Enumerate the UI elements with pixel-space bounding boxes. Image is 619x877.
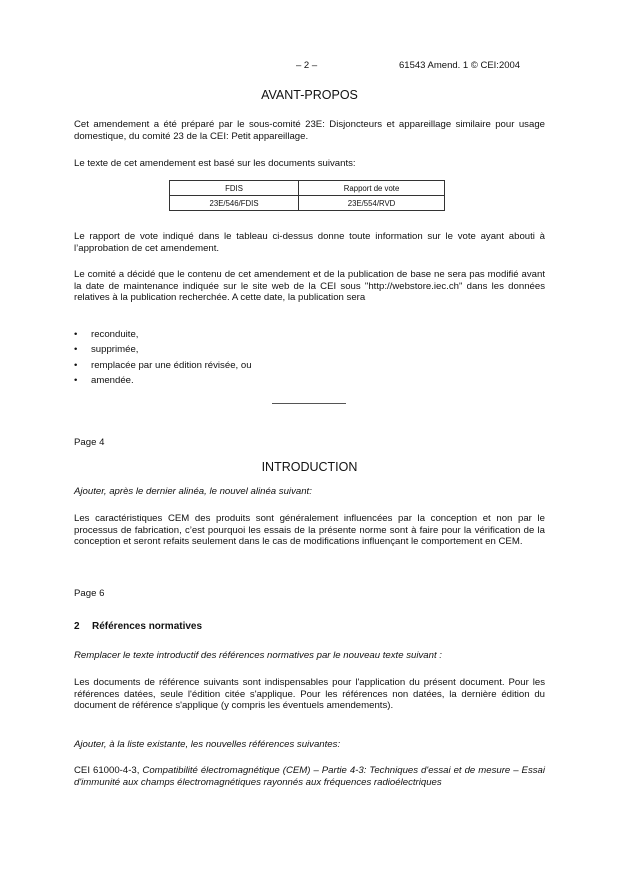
table-row [170, 196, 445, 211]
introduction-instruction: Ajouter, après le dernier alinéa, le nouvel alinéa suivant: [74, 486, 312, 497]
voting-documents-table [169, 180, 445, 211]
bullet-icon: • [74, 374, 78, 386]
page-reference-6: Page 6 [74, 588, 105, 599]
list-item [74, 373, 252, 388]
list-item [74, 327, 252, 342]
table-header-row [170, 181, 445, 196]
avant-propos-paragraph-1: Cet amendement a été préparé par le sous-comité 23E: Disjoncteurs et appareillage similaire pour usage domestique, du comité 23 de la CEI: Petit appareillage. [74, 119, 545, 142]
normative-refs-instruction-1: Remplacer le texte introductif des références normatives par le nouveau texte suivant : [74, 650, 442, 661]
header-document-reference: 61543 Amend. 1 © CEI:2004 [399, 60, 521, 71]
list-item [74, 342, 252, 357]
bullet-icon: • [74, 344, 78, 356]
table-cell-fdis: 23E/546/FDIS [170, 196, 299, 211]
reference-code: CEI 61000-4-3, [74, 765, 140, 776]
table-cell-rvd: 23E/554/RVD [299, 196, 445, 211]
list-item [74, 358, 252, 373]
table-header-rapport: Rapport de vote [299, 181, 445, 196]
list-item-text: reconduite, [91, 329, 139, 340]
list-item-text: supprimée, [91, 344, 139, 356]
bullet-icon: • [74, 329, 78, 340]
list-item-text: remplacée par une édition révisée, ou [91, 359, 252, 371]
normative-refs-instruction-2: Ajouter, à la liste existante, les nouvelles références suivantes: [74, 739, 341, 750]
avant-propos-paragraph-3: Le rapport de vote indiqué dans le tableau ci-dessus donne toute information sur le vote ayant abouti à l’approbation de cet amendement. [74, 231, 545, 254]
section-number: 2 [74, 621, 80, 632]
avant-propos-title: AVANT-PROPOS [261, 88, 358, 102]
publication-status-list [74, 327, 252, 388]
introduction-title: INTRODUCTION [261, 460, 358, 474]
table-header-fdis: FDIS [170, 181, 299, 196]
section-title: Références normatives [92, 621, 203, 632]
section-heading [74, 621, 202, 632]
page-reference-4: Page 4 [74, 437, 105, 448]
introduction-paragraph: Les caractéristiques CEM des produits sont généralement influencées par la conception et non par le processus de fabrication, c’est pourquoi les essais de la présente norme sont à faire pour la vérification de la conception et seront refaits seulement dans le cas de modifications influençant le comportement en CEM. [74, 513, 545, 548]
normative-reference-entry [74, 765, 545, 788]
header-page-number: – 2 – [296, 60, 318, 71]
reference-title: Compatibilité électromagnétique (CEM) – Partie 4-3: Techniques d'essai et de mesure – Essai d'immunité aux champs électromagnétiques rayonnés aux fréquences radioélectriques [74, 765, 546, 788]
list-item-text: amendée. [91, 374, 134, 386]
bullet-icon: • [74, 359, 78, 371]
avant-propos-paragraph-4: Le comité a décidé que le contenu de cet amendement et de la publication de base ne sera pas modifié avant la date de maintenance indiquée sur le site web de la CEI sous "http://webstore.iec.ch" dans les données relatives à la publication recherchée. A cette date, la publication sera [74, 269, 545, 304]
section-divider [272, 403, 346, 404]
normative-refs-paragraph: Les documents de référence suivants sont indispensables pour l'application du présent document. Pour les références datées, seule l'édition citée s'applique. Pour les références non datées, la dernière édition du document de référence s'applique (y compris les éventuels amendements). [74, 677, 545, 712]
avant-propos-paragraph-2: Le texte de cet amendement est basé sur les documents suivants: [74, 158, 356, 169]
